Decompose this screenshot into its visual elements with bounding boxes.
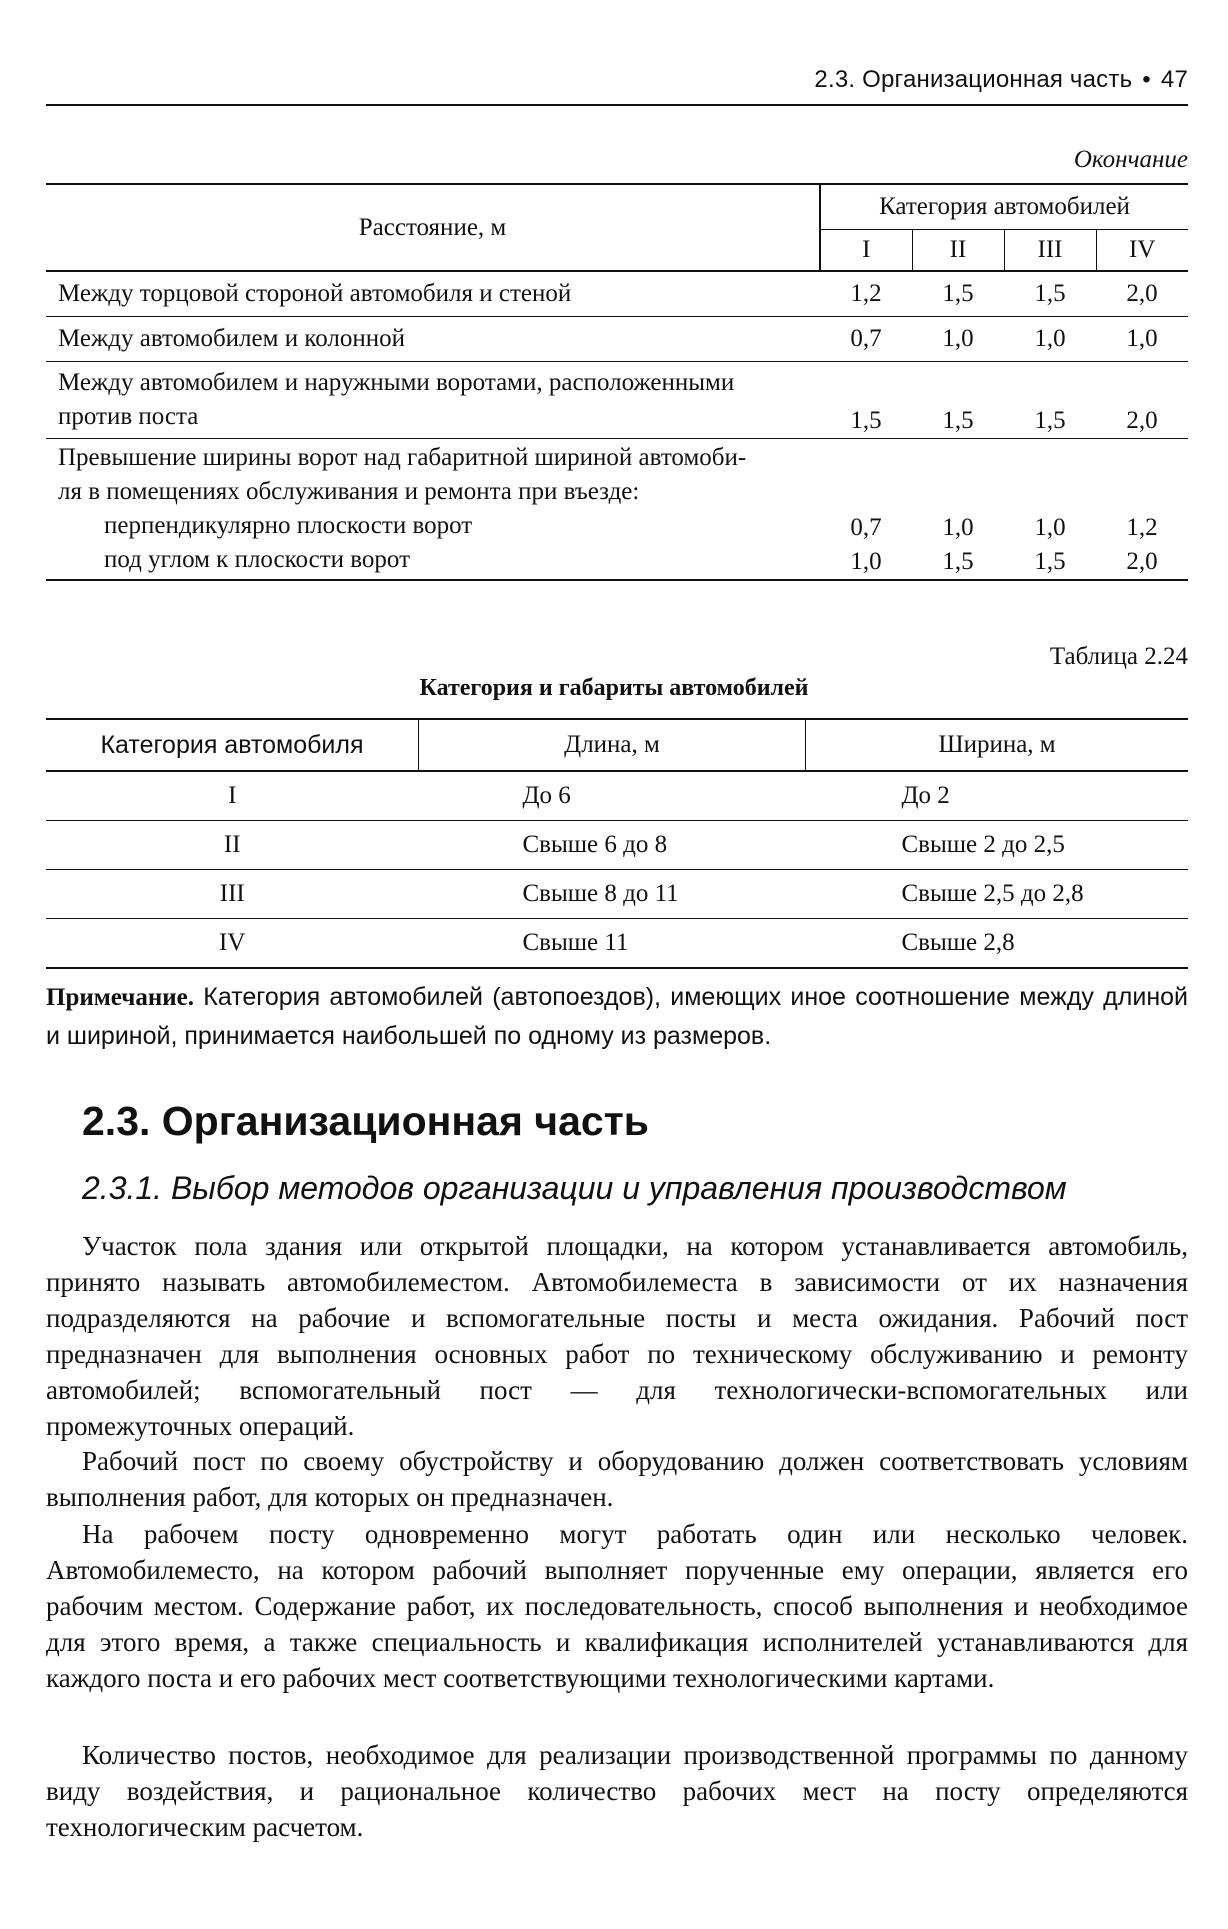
category-dimensions-table (46, 718, 1188, 969)
cell-value: 1,2 (820, 271, 912, 317)
cell-width: До 2 (806, 771, 1189, 821)
row-label (46, 439, 820, 581)
cell-value: 1,2 (1126, 514, 1158, 541)
paragraph-text: Количество постов, необходимое для реализации производственной программы по данному виду воздействия, и рациональное количество рабочих мест на посту определяются технологическим расчетом. (46, 1740, 1188, 1842)
cell-value: 1,0 (1004, 317, 1096, 362)
cell-value-pair (912, 439, 1004, 581)
distance-table (46, 183, 1188, 581)
cell-category: II (46, 821, 419, 870)
cell-length: Свыше 6 до 8 (419, 821, 806, 870)
cell-value: 1,0 (942, 514, 974, 541)
table-row (46, 439, 1188, 581)
cell-value: 1,5 (1034, 548, 1066, 575)
col-header-distance: Расстояние, м (46, 184, 820, 271)
cell-width: Свыше 2,5 до 2,8 (806, 870, 1189, 919)
sub-row-label: под углом к плоскости ворот (104, 546, 411, 573)
col-header-cat-1: I (820, 230, 912, 272)
cell-category: IV (46, 919, 419, 969)
table-row (46, 821, 1188, 870)
row-label (46, 362, 820, 439)
running-head-section: 2.3. Организационная часть (814, 66, 1133, 93)
section-heading: 2.3. Организационная часть (82, 1098, 649, 1144)
table-note (46, 978, 1188, 1055)
cell-value: 0,7 (820, 317, 912, 362)
cell-length: До 6 (419, 771, 806, 821)
cell-value: 1,0 (1096, 317, 1188, 362)
cell-category: III (46, 870, 419, 919)
body-paragraph (46, 1443, 1188, 1515)
cell-width: Свыше 2 до 2,5 (806, 821, 1189, 870)
body-paragraph (46, 1516, 1188, 1696)
note-text: Категория автомобилей (автопоездов), имеющих иное соотношение между длиной и шириной, принимается наибольшей по одному из размеров. (46, 983, 1188, 1050)
cell-value: 1,0 (1034, 514, 1066, 541)
table-number: Таблица 2.24 (1049, 643, 1188, 670)
cell-value: 1,0 (912, 317, 1004, 362)
cell-value: 1,5 (912, 362, 1004, 439)
cell-value: 1,5 (820, 362, 912, 439)
cell-length: Свыше 8 до 11 (419, 870, 806, 919)
cell-value-pair (1004, 439, 1096, 581)
col-header-cat-2: II (912, 230, 1004, 272)
cell-value-pair (1096, 439, 1188, 581)
row-label: Между автомобилем и колонной (46, 317, 820, 362)
bullet-separator: • (1142, 66, 1151, 93)
body-paragraph (46, 1228, 1188, 1444)
cell-width: Свыше 2,8 (806, 919, 1189, 969)
col-header-width: Ширина, м (806, 719, 1189, 771)
cell-value: 1,0 (850, 548, 882, 575)
cell-value: 1,5 (1004, 271, 1096, 317)
table-row (46, 271, 1188, 317)
paragraph-text: Рабочий пост по своему обустройству и оборудованию должен соответствовать условиям выполнения работ, для которых он предназначен. (46, 1446, 1188, 1512)
row-label-line: Превышение ширины ворот над габаритной шириной автомоби- (58, 444, 747, 471)
sub-row-label: перпендикулярно плоскости ворот (104, 512, 473, 539)
cell-length: Свыше 11 (419, 919, 806, 969)
cell-value: 0,7 (850, 514, 882, 541)
row-label: Между торцовой стороной автомобиля и стеной (46, 271, 820, 317)
table-row (46, 870, 1188, 919)
col-header-category: Категория автомобиля (46, 719, 419, 771)
cell-value: 2,0 (1126, 548, 1158, 575)
row-label-line: против поста (58, 403, 199, 430)
cell-value-pair (820, 439, 912, 581)
col-header-cat-3: III (1004, 230, 1096, 272)
cell-value: 1,5 (1004, 362, 1096, 439)
cell-value: 2,0 (1096, 271, 1188, 317)
col-header-cat-4: IV (1096, 230, 1188, 272)
table-row (46, 771, 1188, 821)
table-row (46, 919, 1188, 969)
paragraph-text: Участок пола здания или открытой площадки, на котором устанавливается автомобиль, принято называть автомобилеместом. Автомобилеместа в зависимости от их назначения подразделяются на рабочие и вспомогательные посты и места ожидания. Рабочий пост предназначен для выполнения основных работ по техническому обслуживанию и ремонту автомобилей; вспомогательный пост — для технологически-вспомогательных или промежуточных операций. (46, 1231, 1188, 1441)
page-number: 47 (1160, 66, 1188, 93)
body-paragraph (46, 1737, 1188, 1845)
col-header-length: Длина, м (419, 719, 806, 771)
row-label-line: ля в помещениях обслуживания и ремонта при въезде: (58, 478, 640, 505)
cell-value: 1,5 (942, 548, 974, 575)
running-head (814, 66, 1188, 94)
table-row (46, 317, 1188, 362)
cell-value: 1,5 (912, 271, 1004, 317)
row-label-line: Между автомобилем и наружными воротами, расположенными (58, 369, 735, 396)
col-header-category: Категория автомобилей (820, 184, 1188, 230)
table-title: Категория и габариты автомобилей (419, 675, 809, 701)
cell-category: I (46, 771, 419, 821)
table-continuation-label: Окончание (1073, 146, 1188, 173)
note-label: Примечание. (46, 984, 195, 1011)
subsection-heading: 2.3.1. Выбор методов организации и управления производством (82, 1170, 1067, 1206)
table-row (46, 362, 1188, 439)
cell-value: 2,0 (1096, 362, 1188, 439)
header-rule (46, 104, 1188, 106)
paragraph-text: На рабочем посту одновременно могут работать один или несколько человек. Автомобилеместо, на котором рабочий выполняет порученные ему операции, является его рабочим местом. Содержание работ, их последовательность, способ выполнения и необходимое для этого время, а также специальность и квалификация исполнителей устанавливаются для каждого поста и его рабочих мест соответствующими технологическими картами. (46, 1519, 1188, 1693)
